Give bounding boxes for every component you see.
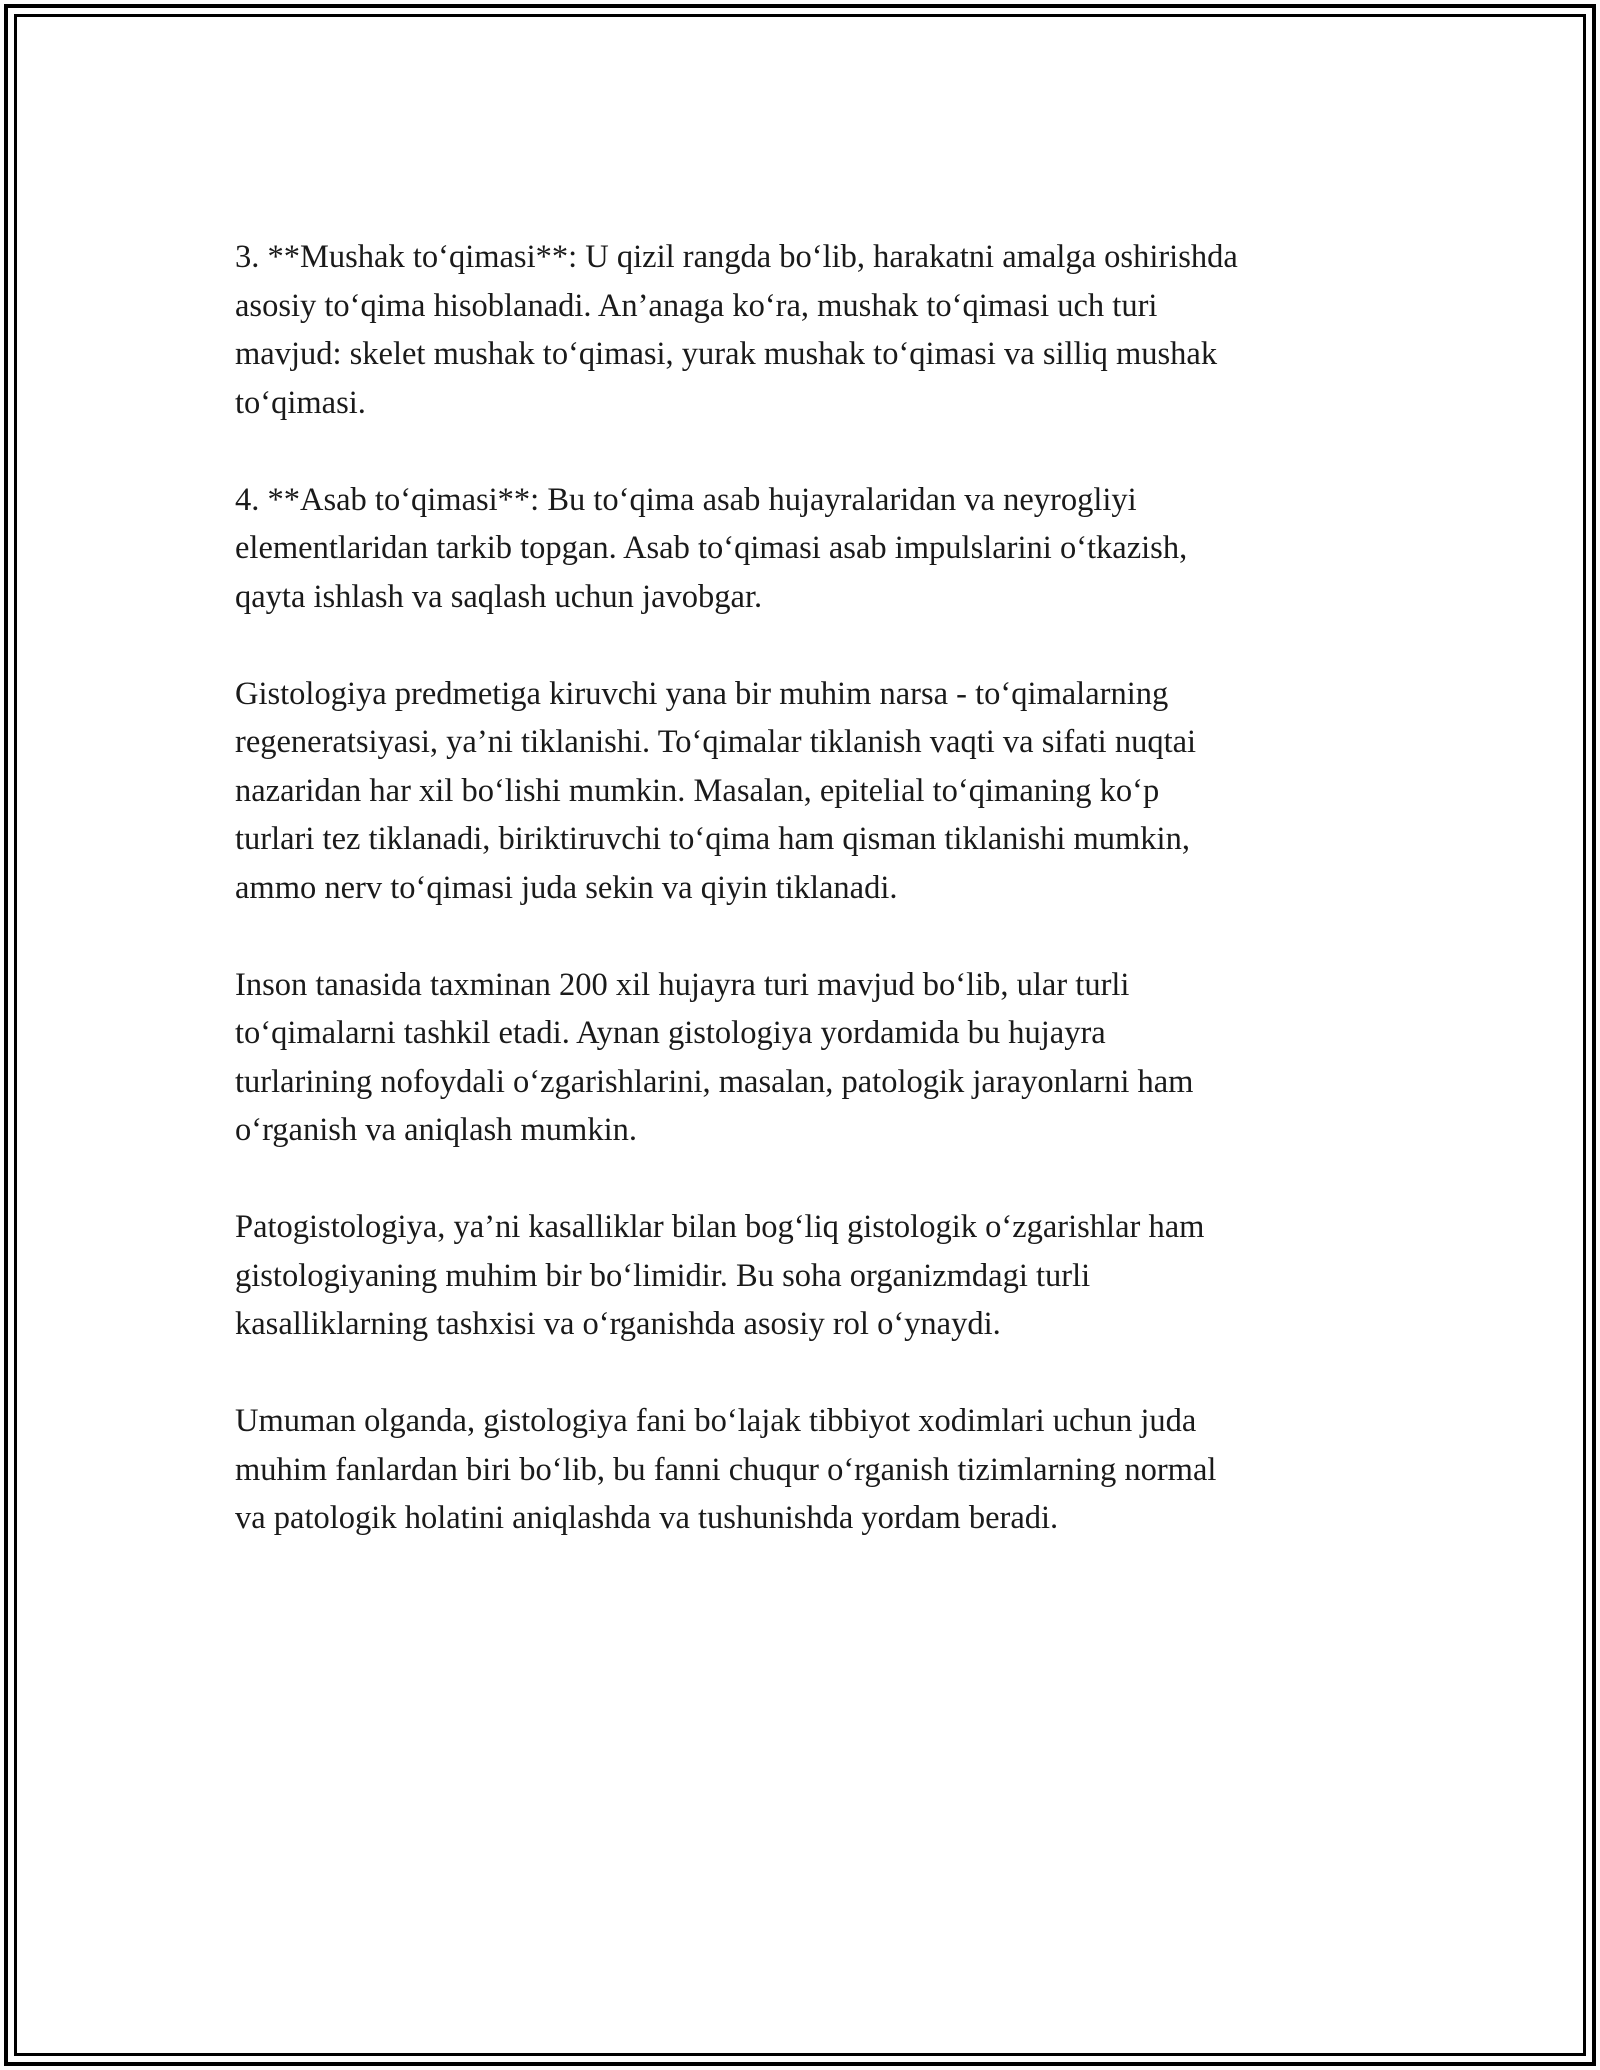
paragraph-muscle-tissue: 3. **Mushak to‘qimasi**: U qizil rangda bo‘lib, harakatni amalga oshirishda asosiy to‘qima hisoblanadi. An’anaga ko‘ra, mushak to‘qimasi uch turi mavjud: skelet mushak to‘qimasi, yurak mushak to‘qimasi va silliq mushak to‘qimasi. [235,239,1238,421]
paragraph-regeneration: Gistologiya predmetiga kiruvchi yana bir muhim narsa - to‘qimalarning regeneratsiyasi, ya’ni tiklanishi. To‘qimalar tiklanish vaqti va sifati nuqtai nazaridan har xil bo‘lishi mumkin. Masalan, epitelial to‘qimaning ko‘p turlari tez tiklanadi, biriktiruvchi to‘qima ham qisman tiklanishi mumkin, ammo nerv to‘qimasi juda sekin va qiyin tiklanadi. [235,675,1197,906]
paragraph-nervous-tissue: 4. **Asab to‘qimasi**: Bu to‘qima asab hujayralaridan va neyrogliyi elementlaridan tarkib topgan. Asab to‘qimasi asab impulslarini o‘tkazish, qayta ishlash va saqlash uchun javobgar. [235,481,1188,615]
paragraph-pathohistology: Patogistologiya, ya’ni kasalliklar bilan bog‘liq gistologik o‘zgarishlar ham gistologiyaning muhim bir bo‘limidir. Bu soha organizmdagi turli kasalliklarning tashxisi va o‘rganishda asosiy rol o‘ynaydi. [235,1209,1205,1342]
paragraph-cell-types: Inson tanasida taxminan 200 xil hujayra turi mavjud bo‘lib, ular turli to‘qimalarni tashkil etadi. Aynan gistologiya yordamida bu hujayra turlarining nofoydali o‘zgarishlarini, masalan, patologik jarayonlarni ham o‘rganish va aniqlash mumkin. [235,966,1194,1148]
paragraph-conclusion: Umuman olganda, gistologiya fani bo‘lajak tibbiyot xodimlari uchun juda muhim fanlardan biri bo‘lib, bu fanni chuqur o‘rganish tizimlarning normal va patologik holatini aniqlashda va tushunishda yordam beradi. [235,1403,1217,1536]
document-body [235,233,1375,1591]
